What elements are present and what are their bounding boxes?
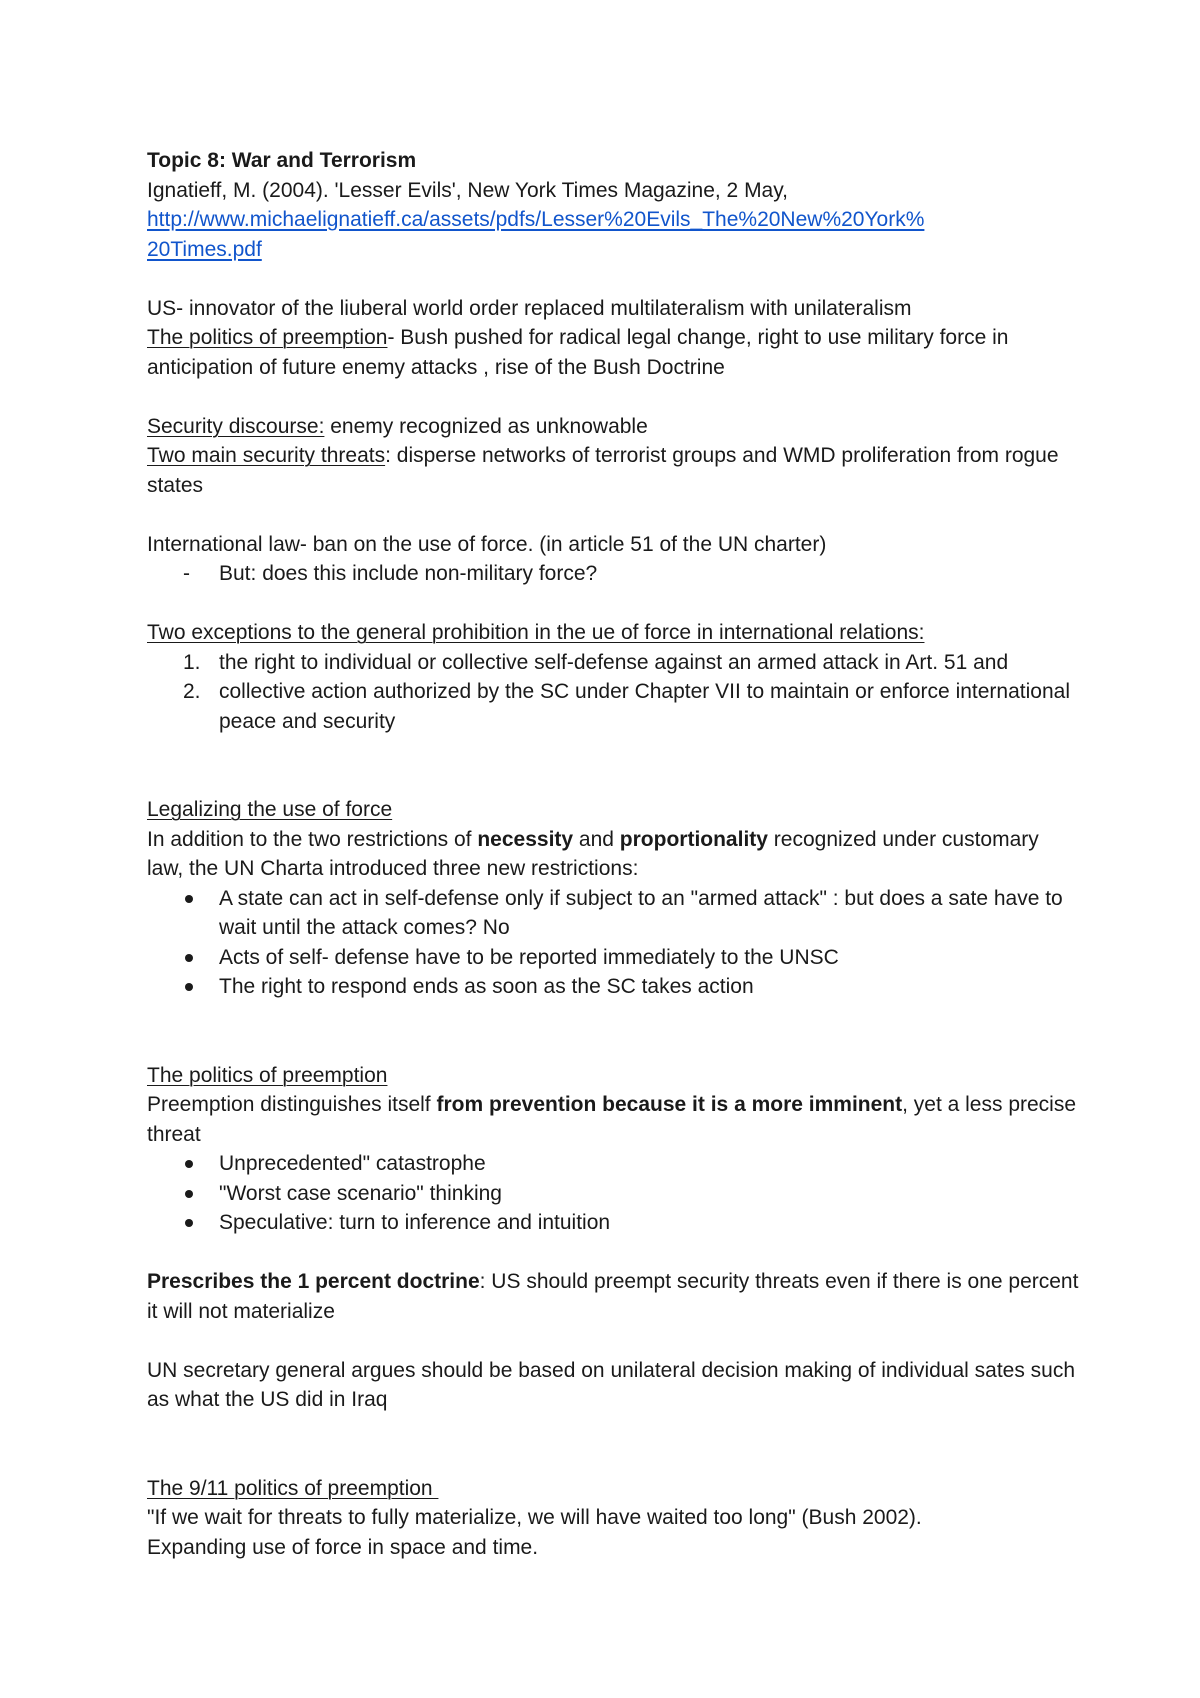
doctrine-paragraph bbox=[147, 1267, 1080, 1326]
list-item bbox=[147, 1179, 1080, 1209]
nine-eleven-quote: "If we wait for threats to fully materialize, we will have waited too long" (Bush 2002). bbox=[147, 1506, 922, 1529]
preemption-paragraph bbox=[147, 323, 1080, 382]
list-item-text: Speculative: turn to inference and intuition bbox=[219, 1211, 611, 1234]
exceptions-list bbox=[147, 648, 1080, 737]
list-number: 1. bbox=[183, 650, 201, 674]
list-item bbox=[147, 1208, 1080, 1238]
preemption-text: - Bush pushed for radical legal change, right to use military force in anticipation of future enemy attacks , rise of the Bush Doctrine bbox=[147, 326, 1009, 379]
legalizing-paragraph bbox=[147, 825, 1080, 884]
list-item-text: Acts of self- defense have to be reported immediately to the UNSC bbox=[219, 945, 839, 969]
list-item-text: the right to individual or collective self-defense against an armed attack in Art. 51 and bbox=[219, 650, 1009, 674]
page-title: Topic 8: War and Terrorism bbox=[147, 149, 417, 172]
doctrine-bold: Prescribes the 1 percent doctrine bbox=[147, 1270, 480, 1293]
security-heading: Security discourse: bbox=[147, 414, 325, 438]
list-item-text: "Worst case scenario" thinking bbox=[219, 1181, 502, 1205]
threats-paragraph bbox=[147, 441, 1080, 500]
list-item-text: A state can act in self-defense only if subject to an "armed attack" : but does a sate have to wait until the attack comes? No bbox=[219, 886, 1063, 939]
preemption-heading: The politics of preemption bbox=[147, 326, 388, 349]
list-item bbox=[147, 559, 1080, 589]
doctrine-text: : US should preempt security threats even if there is one percent it will not materialize bbox=[147, 1270, 1079, 1323]
threats-text: : disperse networks of terrorist groups and WMD proliferation from rogue states bbox=[147, 444, 1059, 497]
security-paragraph bbox=[147, 412, 1080, 442]
citation: Ignatieff, M. (2004). 'Lesser Evils', New York Times Magazine, 2 May, bbox=[147, 178, 789, 202]
legalizing-bullets bbox=[147, 884, 1080, 1002]
list-item bbox=[147, 972, 1080, 1002]
us-line: US- innovator of the liuberal world order replaced multilateralism with unilateralism bbox=[147, 296, 912, 320]
politics-text: , yet a less precise threat bbox=[147, 1093, 1077, 1146]
intl-law-sub-text: But: does this include non-military force? bbox=[219, 562, 598, 585]
list-item bbox=[147, 943, 1080, 973]
citation-link[interactable]: http://www.michaelignatieff.ca/assets/pdfs/Lesser%20Evils_The%20New%20York%20Times.pdf bbox=[147, 208, 925, 261]
nine-eleven-heading: The 9/11 politics of preemption bbox=[147, 1476, 439, 1500]
threats-heading: Two main security threats bbox=[147, 444, 386, 467]
politics-bullets bbox=[147, 1149, 1080, 1238]
bullet-icon bbox=[185, 1160, 193, 1168]
intl-law-line: International law- ban on the use of force. (in article 51 of the UN charter) bbox=[147, 532, 827, 556]
list-item bbox=[147, 1149, 1080, 1179]
legalizing-bold-proportionality: proportionality bbox=[619, 827, 768, 851]
bullet-icon bbox=[185, 1190, 193, 1198]
dash-marker: - bbox=[183, 562, 190, 585]
politics-bold: from prevention because it is a more imminent bbox=[436, 1093, 903, 1116]
list-number: 2. bbox=[183, 680, 201, 703]
politics-paragraph bbox=[147, 1090, 1080, 1149]
list-item-text: The right to respond ends as soon as the SC takes action bbox=[219, 975, 754, 998]
bullet-icon bbox=[185, 983, 193, 991]
list-item bbox=[147, 648, 1080, 678]
list-item-text: collective action authorized by the SC under Chapter VII to maintain or enforce international peace and security bbox=[219, 680, 1070, 733]
un-paragraph: UN secretary general argues should be based on unilateral decision making of individual sates such as what the US did in Iraq bbox=[147, 1358, 1076, 1411]
legalizing-text: and bbox=[573, 827, 620, 851]
list-item-text: Unprecedented" catastrophe bbox=[219, 1152, 486, 1175]
citation-link-line bbox=[147, 205, 1080, 264]
politics-heading: The politics of preemption bbox=[147, 1063, 388, 1087]
bullet-icon bbox=[185, 954, 193, 962]
security-text: enemy recognized as unknowable bbox=[324, 414, 648, 438]
intl-law-sublist bbox=[147, 559, 1080, 589]
exceptions-heading: Two exceptions to the general prohibition in the ue of force in international relations: bbox=[147, 621, 925, 644]
nine-eleven-text: Expanding use of force in space and time. bbox=[147, 1535, 539, 1559]
legalizing-text: recognized under customary law, the UN Charta introduced three new restrictions: bbox=[147, 827, 1039, 880]
list-item bbox=[147, 884, 1080, 943]
bullet-icon bbox=[185, 895, 193, 903]
legalizing-bold-necessity: necessity bbox=[477, 827, 574, 851]
legalizing-text: In addition to the two restrictions of bbox=[147, 827, 478, 851]
legalizing-heading: Legalizing the use of force bbox=[147, 798, 393, 821]
politics-text: Preemption distinguishes itself bbox=[147, 1093, 437, 1116]
list-item bbox=[147, 677, 1080, 736]
bullet-icon bbox=[185, 1219, 193, 1227]
